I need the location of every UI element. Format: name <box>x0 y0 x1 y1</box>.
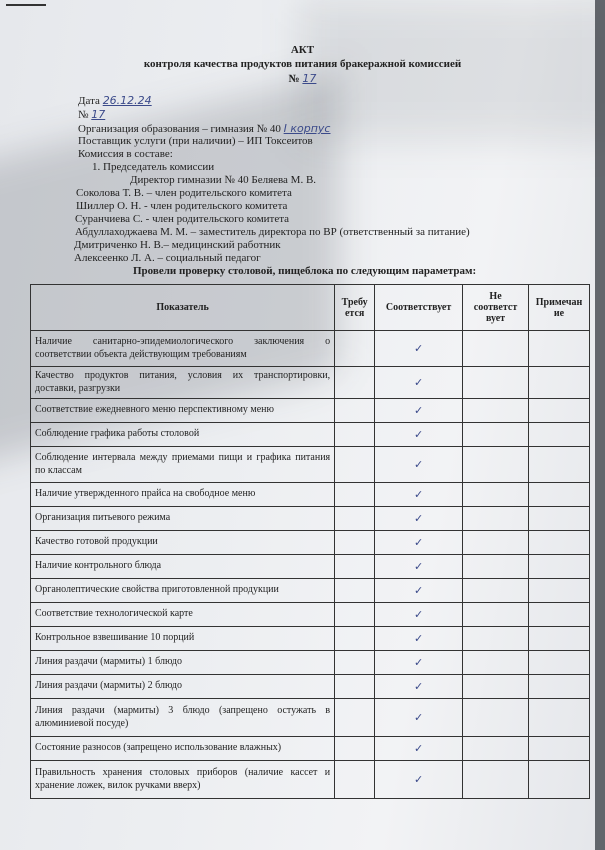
noncompliant-cell <box>463 423 529 447</box>
table-row <box>31 531 590 555</box>
required-cell <box>335 447 375 483</box>
header-note: Примечан ие <box>529 285 590 331</box>
noncompliant-cell <box>463 603 529 627</box>
doc-number-handwritten: 17 <box>302 72 317 85</box>
required-cell <box>335 367 375 399</box>
org-line: Организация образования – гимназия № 40 I корпус <box>78 122 331 135</box>
compliant-cell: ✓ <box>375 331 463 367</box>
member-line: Абдуллаходжаева М. М. – заместитель директора по ВР (ответственный за питание) <box>75 226 470 238</box>
table-row <box>31 367 590 399</box>
check-heading: Провели проверку столовой, пищеблока по следующим параметрам: <box>133 265 477 277</box>
noncompliant-cell <box>463 651 529 675</box>
required-cell <box>335 603 375 627</box>
note-cell <box>529 737 590 761</box>
note-cell <box>529 531 590 555</box>
note-cell <box>529 579 590 603</box>
date-line: Дата 26.12.24 <box>78 94 152 107</box>
header-indicator: Показатель <box>31 285 335 331</box>
commission-label: Комиссия в составе: <box>78 148 173 160</box>
compliant-cell: ✓ <box>375 579 463 603</box>
table-row <box>31 651 590 675</box>
member-line: Шиллер О. Н. - член родительского комитета <box>76 200 288 212</box>
indicator-cell: Линия раздачи (мармиты) 1 блюдо <box>31 651 335 675</box>
number-handwritten: 17 <box>91 108 106 121</box>
compliant-cell: ✓ <box>375 423 463 447</box>
required-cell <box>335 399 375 423</box>
member-line: Соколова Т. В. – член родительского комитета <box>76 187 292 199</box>
compliant-cell: ✓ <box>375 699 463 737</box>
indicator-cell: Наличие контрольного блюда <box>31 555 335 579</box>
indicator-cell: Линия раздачи (мармиты) 3 блюдо (запрещено остужать в алюминиевой посуде) <box>31 699 335 737</box>
compliant-cell: ✓ <box>375 675 463 699</box>
indicator-cell: Качество готовой продукции <box>31 531 335 555</box>
table-header-row <box>31 285 590 331</box>
indicator-cell: Соответствие технологической карте <box>31 603 335 627</box>
indicator-cell: Соблюдение графика работы столовой <box>31 423 335 447</box>
doc-number: № 17 <box>288 72 317 85</box>
member-line: Дмитриченко Н. В.– медицинский работник <box>74 239 281 251</box>
note-cell <box>529 699 590 737</box>
required-cell <box>335 507 375 531</box>
noncompliant-cell <box>463 507 529 531</box>
noncompliant-cell <box>463 447 529 483</box>
noncompliant-cell <box>463 579 529 603</box>
doc-subtitle: контроля качества продуктов питания бракеражной комиссией <box>143 58 462 70</box>
note-cell <box>529 555 590 579</box>
note-cell <box>529 603 590 627</box>
required-cell <box>335 331 375 367</box>
required-cell <box>335 761 375 799</box>
table-row <box>31 423 590 447</box>
required-cell <box>335 675 375 699</box>
table-row <box>31 579 590 603</box>
required-cell <box>335 737 375 761</box>
org-handwritten: I корпус <box>283 122 331 135</box>
header-compliant: Соответствует <box>375 285 463 331</box>
table-row <box>31 331 590 367</box>
compliant-cell: ✓ <box>375 737 463 761</box>
noncompliant-cell <box>463 675 529 699</box>
compliant-cell: ✓ <box>375 367 463 399</box>
header-noncompliant: Не соответст вует <box>463 285 529 331</box>
table-row <box>31 699 590 737</box>
noncompliant-cell <box>463 737 529 761</box>
table-row <box>31 399 590 423</box>
indicator-cell: Наличие санитарно-эпидемиологического заключения о соответствии объекта действующим требованиям <box>31 331 335 367</box>
indicator-cell: Состояние разносов (запрещено использование влажных) <box>31 737 335 761</box>
number-line: № 17 <box>78 108 106 121</box>
note-cell <box>529 627 590 651</box>
indicator-cell: Качество продуктов питания, условия их транспортировки, доставки, разгрузки <box>31 367 335 399</box>
indicator-cell: Контрольное взвешивание 10 порций <box>31 627 335 651</box>
table-row <box>31 737 590 761</box>
corner-mark <box>6 4 46 6</box>
note-cell <box>529 507 590 531</box>
table-row <box>31 483 590 507</box>
noncompliant-cell <box>463 483 529 507</box>
required-cell <box>335 483 375 507</box>
indicator-cell: Соблюдение интервала между приемами пищи и графика питания по классам <box>31 447 335 483</box>
note-cell <box>529 399 590 423</box>
required-cell <box>335 627 375 651</box>
doc-title: АКТ <box>290 44 315 56</box>
noncompliant-cell <box>463 555 529 579</box>
required-cell <box>335 699 375 737</box>
compliant-cell: ✓ <box>375 447 463 483</box>
header-required: Требу ется <box>335 285 375 331</box>
noncompliant-cell <box>463 399 529 423</box>
table-row <box>31 555 590 579</box>
note-cell <box>529 423 590 447</box>
compliant-cell: ✓ <box>375 761 463 799</box>
indicator-cell: Органолептические свойства приготовленной продукции <box>31 579 335 603</box>
compliant-cell: ✓ <box>375 651 463 675</box>
compliant-cell: ✓ <box>375 627 463 651</box>
note-cell <box>529 675 590 699</box>
noncompliant-cell <box>463 699 529 737</box>
member-line: Суранчиева С. - член родительского комитета <box>75 213 290 225</box>
table-row <box>31 761 590 799</box>
compliant-cell: ✓ <box>375 507 463 531</box>
photo-shadow-top <box>300 0 605 140</box>
noncompliant-cell <box>463 761 529 799</box>
compliant-cell: ✓ <box>375 399 463 423</box>
chair-name: Директор гимназии № 40 Беляева М. В. <box>130 174 317 186</box>
table-row <box>31 603 590 627</box>
note-cell <box>529 651 590 675</box>
note-cell <box>529 447 590 483</box>
required-cell <box>335 423 375 447</box>
indicator-cell: Соответствие ежедневного меню перспективному меню <box>31 399 335 423</box>
compliant-cell: ✓ <box>375 531 463 555</box>
table-row <box>31 507 590 531</box>
page-edge <box>595 0 605 850</box>
chair-label: 1. Председатель комиссии <box>92 161 215 173</box>
required-cell <box>335 555 375 579</box>
member-line: Алексеенко Л. А. – социальный педагог <box>74 252 261 264</box>
date-handwritten: 26.12.24 <box>102 94 152 107</box>
note-cell <box>529 367 590 399</box>
table-row <box>31 627 590 651</box>
noncompliant-cell <box>463 627 529 651</box>
note-cell <box>529 761 590 799</box>
required-cell <box>335 531 375 555</box>
indicator-cell: Наличие утвержденного прайса на свободное меню <box>31 483 335 507</box>
noncompliant-cell <box>463 331 529 367</box>
required-cell <box>335 651 375 675</box>
indicator-cell: Организация питьевого режима <box>31 507 335 531</box>
note-cell <box>529 331 590 367</box>
inspection-table <box>30 284 590 799</box>
compliant-cell: ✓ <box>375 603 463 627</box>
supplier-line: Поставщик услуги (при наличии) – ИП Токсеитов <box>78 135 313 147</box>
indicator-cell: Правильность хранения столовых приборов (наличие кассет и хранение ложек, вилок ручками вверх) <box>31 761 335 799</box>
table-row <box>31 675 590 699</box>
required-cell <box>335 579 375 603</box>
noncompliant-cell <box>463 531 529 555</box>
table-row <box>31 447 590 483</box>
noncompliant-cell <box>463 367 529 399</box>
note-cell <box>529 483 590 507</box>
compliant-cell: ✓ <box>375 483 463 507</box>
indicator-cell: Линия раздачи (мармиты) 2 блюдо <box>31 675 335 699</box>
compliant-cell: ✓ <box>375 555 463 579</box>
